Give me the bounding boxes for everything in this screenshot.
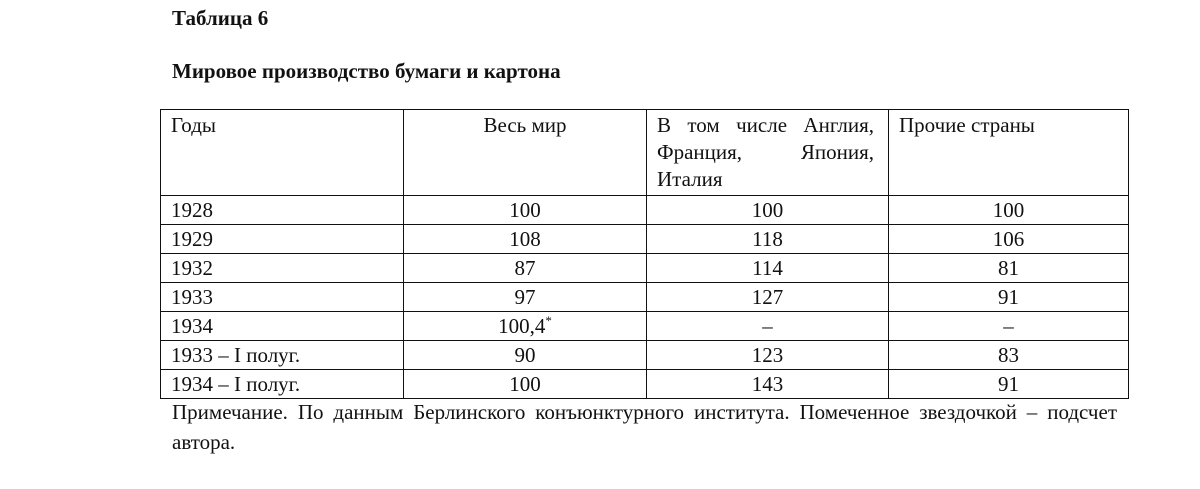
asterisk-mark: *: [545, 313, 552, 328]
cell-year: 1932: [161, 254, 404, 283]
cell-year: 1934: [161, 312, 404, 341]
table-row: [161, 254, 1129, 283]
cell-incl: 114: [647, 254, 889, 283]
cell-year: 1929: [161, 225, 404, 254]
cell-world-value: 108: [509, 227, 541, 251]
cell-incl: 100: [647, 196, 889, 225]
cell-year: 1933 – I полуг.: [161, 341, 404, 370]
cell-world-value: 87: [514, 256, 536, 280]
cell-other: 81: [889, 254, 1129, 283]
cell-world-value: 100,4: [498, 314, 546, 338]
cell-incl: 143: [647, 370, 889, 399]
table-row: [161, 312, 1129, 341]
header-world: Весь мир: [404, 110, 647, 196]
cell-world-value: 97: [514, 285, 536, 309]
cell-incl: 127: [647, 283, 889, 312]
table-row: [161, 370, 1129, 399]
cell-world: [404, 341, 647, 370]
cell-world: [404, 370, 647, 399]
cell-year: 1934 – I полуг.: [161, 370, 404, 399]
table-row: [161, 341, 1129, 370]
cell-incl: 123: [647, 341, 889, 370]
cell-other: –: [889, 312, 1129, 341]
cell-world-value: 100: [509, 198, 541, 222]
cell-world-value: 90: [514, 343, 536, 367]
table-row: [161, 225, 1129, 254]
cell-world: [404, 225, 647, 254]
cell-world: [404, 196, 647, 225]
cell-incl: –: [647, 312, 889, 341]
cell-year: 1933: [161, 283, 404, 312]
cell-other: 91: [889, 370, 1129, 399]
cell-other: 91: [889, 283, 1129, 312]
cell-year: 1928: [161, 196, 404, 225]
table-note: Примечание. По данным Берлинского конъюнктурного института. Помеченное звездочкой – подсчет автора.: [172, 400, 1117, 454]
header-other-countries: Прочие страны: [889, 110, 1129, 196]
header-incl-countries: В том числе Англия, Франция, Япония, Италия: [647, 110, 889, 196]
table-header: [161, 110, 1129, 196]
header-years: Годы: [161, 110, 404, 196]
cell-incl: 118: [647, 225, 889, 254]
cell-other: 106: [889, 225, 1129, 254]
cell-other: 100: [889, 196, 1129, 225]
cell-other: 83: [889, 341, 1129, 370]
table-caption: Мировое производство бумаги и картона: [172, 59, 561, 83]
header-row: [161, 110, 1129, 196]
cell-world-value: 100: [509, 372, 541, 396]
paper-production-table: [160, 109, 1129, 399]
table-number-title: Таблица 6: [172, 6, 269, 30]
table-row: [161, 196, 1129, 225]
table-body: [161, 196, 1129, 399]
cell-world: [404, 312, 647, 341]
table-row: [161, 283, 1129, 312]
cell-world: [404, 254, 647, 283]
cell-world: [404, 283, 647, 312]
